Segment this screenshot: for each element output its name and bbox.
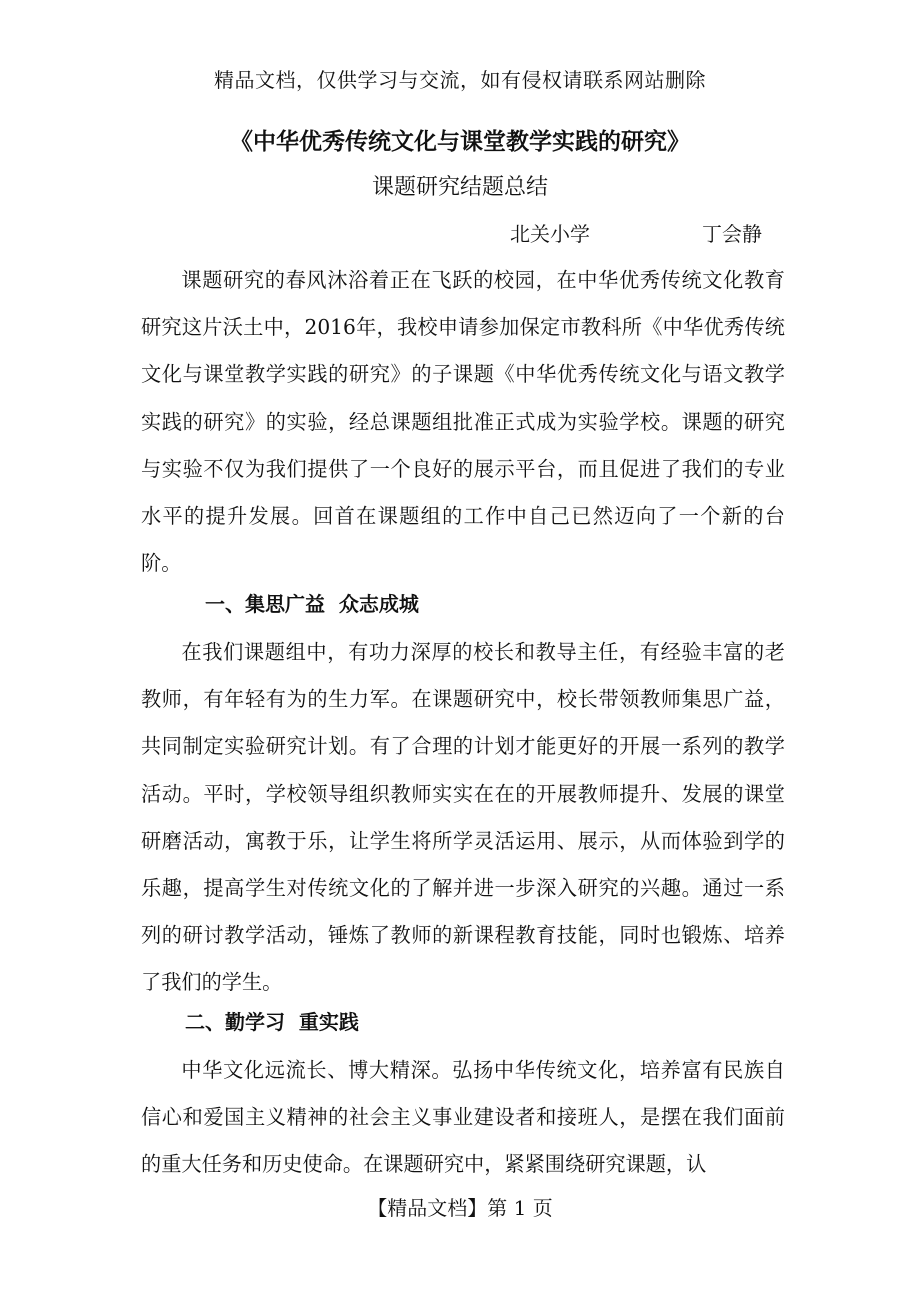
document-title: 《中华优秀传统文化与课堂教学实践的研究》 bbox=[230, 128, 690, 155]
section-heading-2: 二、勤学习 重实践 bbox=[185, 1010, 359, 1034]
section-paragraph-2: 中华文化远流长、博大精深。弘扬中华传统文化，培养富有民族自信心和爱国主义精神的社会主义事业建设者和接班人，是摆在我们面前的重大任务和历史使命。在课题研究中，紧紧围绕研究课题，认 bbox=[141, 1058, 785, 1177]
author-line bbox=[510, 218, 762, 250]
header-disclaimer: 精品文档，仅供学习与交流，如有侵权请联系网站删除 bbox=[214, 68, 706, 92]
page-footer: 【精品文档】第 1 页 bbox=[367, 1196, 553, 1220]
section-heading-1: 一、集思广益 众志成城 bbox=[205, 592, 419, 616]
intro-paragraph: 课题研究的春风沐浴着正在飞跃的校园，在中华优秀传统文化教育研究这片沃土中，2016年，我校申请参加保定市教科所《中华优秀传统文化与课堂教学实践的研究》的子课题《中华优秀传统文化与语文教学实践的研究》的实验，经总课题组批准正式成为实验学校。课题的研究与实验不仅为我们提供了一个良好的展示平台，而且促进了我们的专业水平的提升发展。回首在课题组的工作中自己已然迈向了一个新的台阶。 bbox=[141, 268, 785, 576]
document-subtitle: 课题研究结题总结 bbox=[371, 175, 548, 200]
section-paragraph-1: 在我们课题组中，有功力深厚的校长和教导主任，有经验丰富的老教师，有年轻有为的生力军。在课题研究中，校长带领教师集思广益，共同制定实验研究计划。有了合理的计划才能更好的开展一系列的教学活动。平时，学校领导组织教师实实在在的开展教师提升、发展的课堂研磨活动，寓教于乐，让学生将所学灵活运用、展示，从而体验到学的乐趣，提高学生对传统文化的了解并进一步深入研究的兴趣。通过一系列的研讨教学活动，锤炼了教师的新课程教育技能，同时也锻炼、培养了我们的学生。 bbox=[141, 640, 785, 995]
author-name: 丁会静 bbox=[702, 222, 762, 246]
author-school: 北关小学 bbox=[510, 222, 590, 246]
